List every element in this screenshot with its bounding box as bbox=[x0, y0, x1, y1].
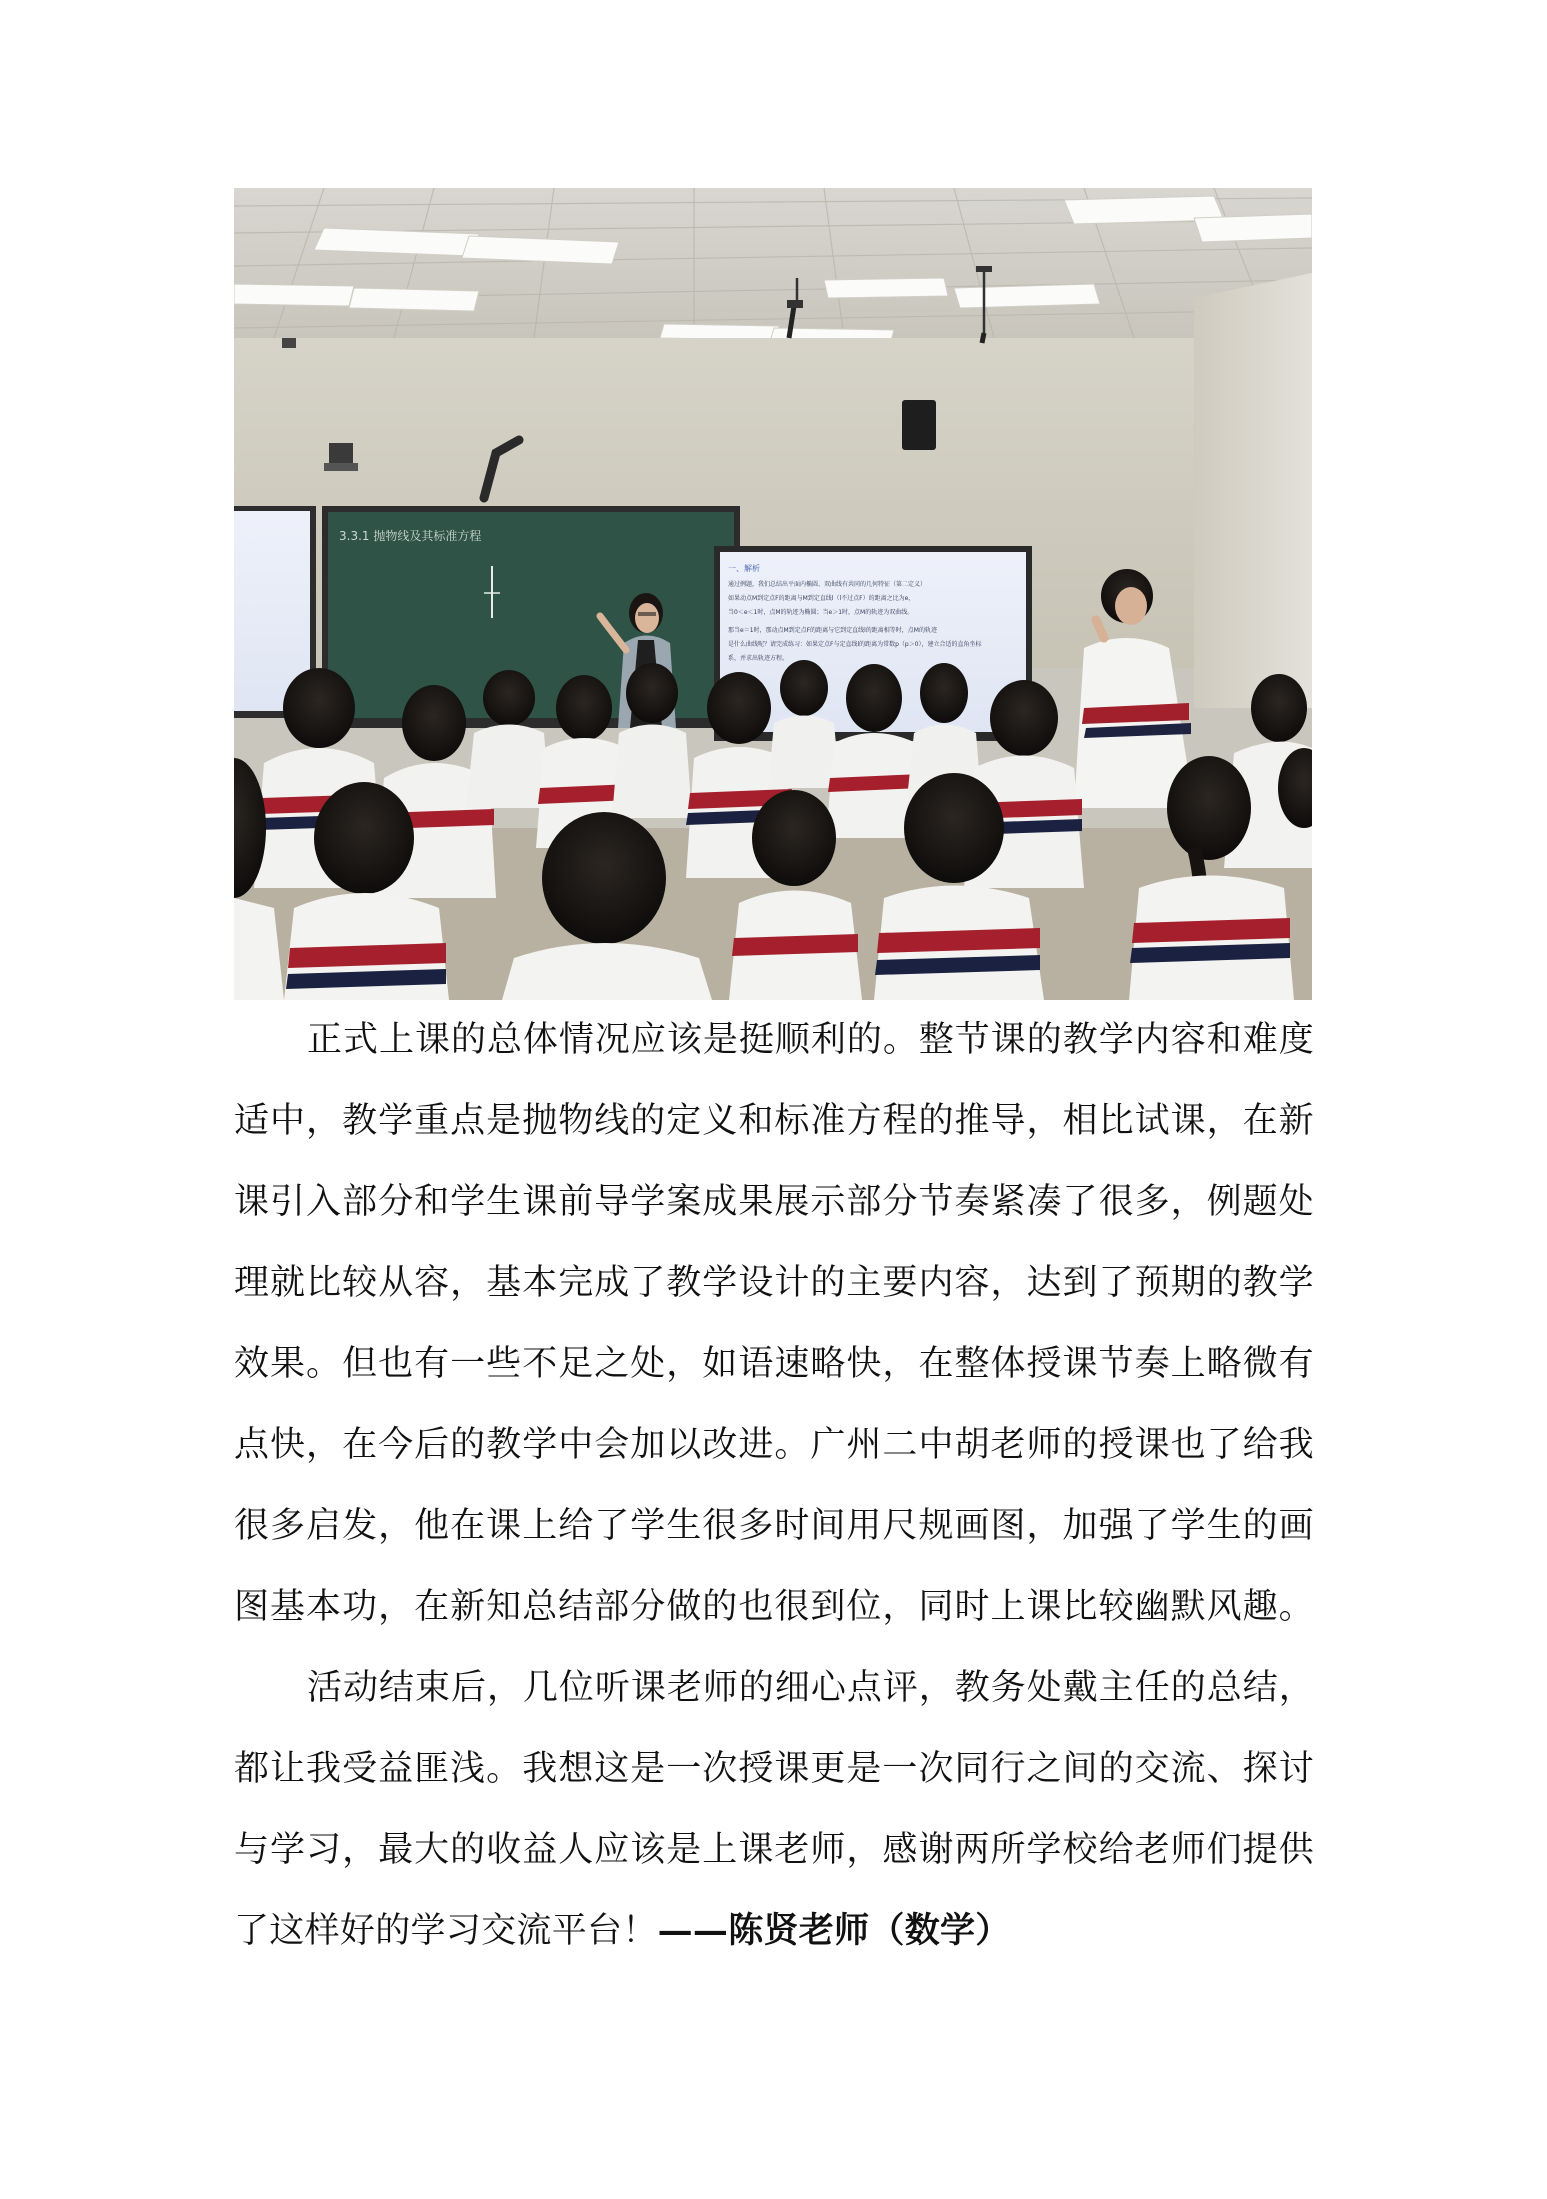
text-line: 正式上课的总体情况应该是挺顺利的。整节课的教学内容和难度 bbox=[307, 1020, 1314, 1060]
screen-line: 系，并求出轨迹方程。 bbox=[728, 655, 789, 662]
classroom-photo bbox=[234, 188, 1312, 1000]
text-line-last bbox=[234, 1901, 1314, 1961]
board-heading: 3.3.1 抛物线及其标准方程 bbox=[339, 529, 482, 543]
text-line: 理就比较从容，基本完成了教学设计的主要内容，达到了预期的教学 bbox=[234, 1263, 1314, 1303]
screen-heading: 一、解析 bbox=[728, 564, 760, 573]
screen-line: 是什么曲线呢？请完成练习：如果定点F与定直线l的距离为常数p（p＞0），建立合适的直角坐标 bbox=[728, 641, 982, 648]
text-line: 点快，在今后的教学中会加以改进。广州二中胡老师的授课也了给我 bbox=[234, 1425, 1314, 1465]
text-line: 效果。但也有一些不足之处，如语速略快，在整体授课节奏上略微有 bbox=[234, 1344, 1314, 1384]
text-line: 图基本功，在新知总结部分做的也很到位，同时上课比较幽默风趣。 bbox=[234, 1587, 1314, 1627]
author-signature: ——陈贤老师（数学） bbox=[657, 1910, 1011, 1951]
text-line: 很多启发，他在课上给了学生很多时间用尺规画图，加强了学生的画 bbox=[234, 1506, 1314, 1546]
screen-line: 当0＜e＜1时，点M的轨迹为椭圆；当e＞1时，点M的轨迹为双曲线。 bbox=[728, 609, 914, 616]
text-line: 适中，教学重点是抛物线的定义和标准方程的推导，相比试课，在新 bbox=[234, 1101, 1314, 1141]
text-line: 与学习，最大的收益人应该是上课老师，感谢两所学校给老师们提供 bbox=[234, 1830, 1314, 1870]
screen-line: 通过例题，我们总结出平面内椭圆、双曲线有共同的几何特征（第二定义） bbox=[728, 581, 927, 588]
closing-text: 了这样好的学习交流平台！ bbox=[234, 1911, 658, 1951]
screen-line: 如果动点M到定点F的距离与M到定直线l（l不过点F）的距离之比为e， bbox=[728, 595, 915, 602]
screen-line: 那当e＝1时，那动点M到定点F的距离与它到定直线l的距离相等时，点M的轨迹 bbox=[728, 627, 937, 634]
text-line: 都让我受益匪浅。我想这是一次授课更是一次同行之间的交流、探讨 bbox=[234, 1749, 1314, 1789]
text-line: 课引入部分和学生课前导学案成果展示部分节奏紧凑了很多，例题处 bbox=[234, 1182, 1314, 1222]
text-line: 活动结束后，几位听课老师的细心点评，教务处戴主任的总结， bbox=[307, 1668, 1314, 1708]
